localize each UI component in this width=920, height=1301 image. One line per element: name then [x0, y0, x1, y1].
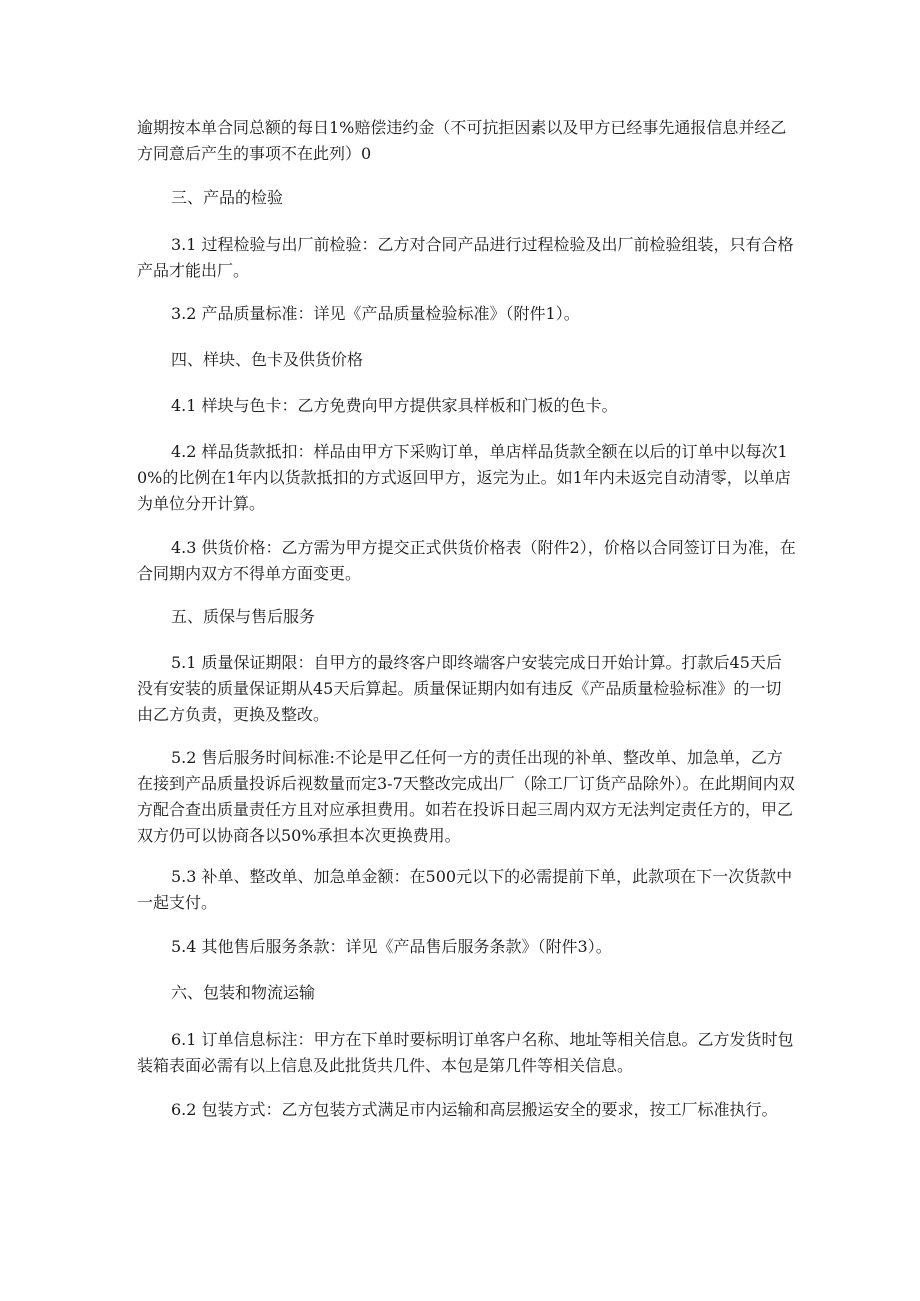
clause-5-4: 5.4 其他售后服务条款：详见《产品售后服务条款》（附件3）。 [171, 937, 612, 956]
clause-4-2: 4.2 样品货款抵扣：样品由甲方下采购订单，单店样品货款全额在以后的订单中以每次10%的比例在1年内以货款抵扣的方式返回甲方，返完为止。如1年内未返完自动清零，以单店为单位分开计算。 [137, 442, 791, 513]
section-heading-4: 四、样块、色卡及供货价格 [171, 350, 364, 369]
paragraph-penalty: 逾期按本单合同总额的每日1%赔偿违约金（不可抗拒因素以及甲方已经事先通报信息并经乙方同意后产生的事项不在此列）0 [137, 118, 787, 163]
clause-4-3: 4.3 供货价格：乙方需为甲方提交正式供货价格表（附件2），价格以合同签订日为准，在合同期内双方不得单方面变更。 [137, 538, 796, 583]
clause-3-1: 3.1 过程检验与出厂前检验：乙方对合同产品进行过程检验及出厂前检验组装，只有合格产品才能出厂。 [137, 235, 794, 280]
clause-5-1: 5.1 质量保证期限：自甲方的最终客户即终端客户安装完成日开始计算。打款后45天后没有安装的质量保证期从45天后算起。质量保证期内如有违反《产品质量检验标准》的一切由乙方负责，更换及整改。 [137, 653, 782, 724]
section-heading-6: 六、包装和物流运输 [171, 983, 316, 1002]
section-heading-3: 三、产品的检验 [171, 188, 284, 207]
clause-6-1: 6.1 订单信息标注：甲方在下单时要标明订单客户名称、地址等相关信息。乙方发货时包装箱表面必需有以上信息及此批货共几件、本包是第几件等相关信息。 [137, 1030, 794, 1075]
clause-5-3: 5.3 补单、整改单、加急单金额：在500元以下的必需提前下单，此款项在下一次货款中一起支付。 [137, 867, 793, 912]
section-heading-5: 五、质保与售后服务 [171, 607, 316, 626]
clause-6-2: 6.2 包装方式：乙方包装方式满足市内运输和高层搬运安全的要求，按工厂标准执行。 [171, 1100, 778, 1119]
clause-5-2: 5.2 售后服务时间标准:不论是甲乙任何一方的责任出现的补单、整改单、加急单，乙方在接到产品质量投诉后视数量而定3-7天整改完成出厂（除工厂订货产品除外）。在此期间内双方配合查出质量责任方且对应承担费用。如若在投诉日起三周内双方无法判定责任方的，甲乙双方仍可以协商各以50%承担本次更换费用。 [137, 748, 795, 845]
clause-3-2: 3.2 产品质量标准：详见《产品质量检验标准》（附件1）。 [171, 304, 580, 323]
clause-4-1: 4.1 样块与色卡：乙方免费向甲方提供家具样板和门板的色卡。 [171, 396, 618, 415]
